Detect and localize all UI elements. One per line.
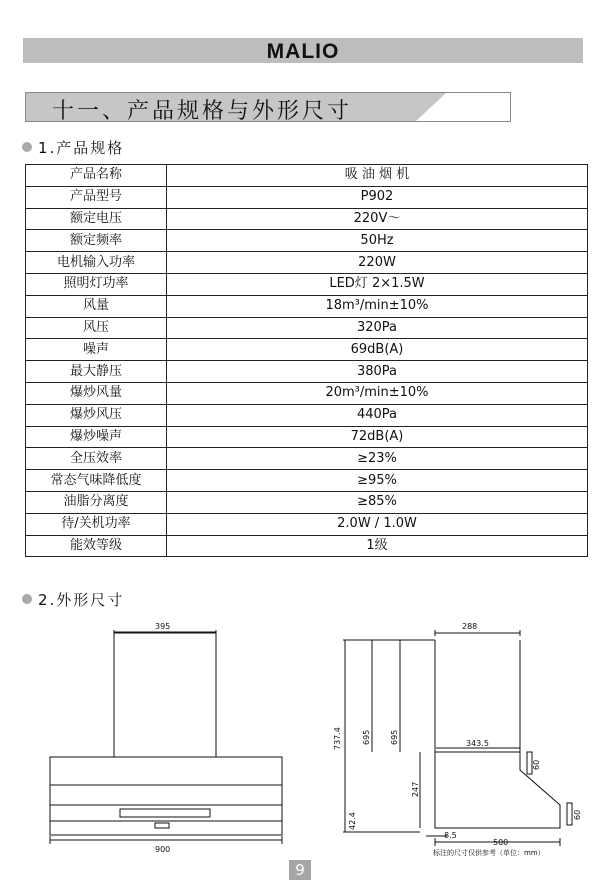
spec-value: 50Hz [167, 230, 588, 252]
spec-value: LED灯 2×1.5W [167, 273, 588, 295]
spec-key: 爆炒风量 [26, 382, 167, 404]
dim-side-lower: 247 [411, 781, 420, 797]
spec-value: ≥95% [167, 470, 588, 492]
spec-value: 220V～ [167, 208, 588, 230]
spec-value: 18m³/min±10% [167, 295, 588, 317]
dim-side-depth-upper: 343.5 [466, 739, 489, 748]
front-view-drawing [50, 630, 282, 844]
spec-key: 能效等级 [26, 535, 167, 557]
spec-value: 20m³/min±10% [167, 382, 588, 404]
dim-side-depth: 500 [493, 838, 509, 847]
spec-key: 噪声 [26, 339, 167, 361]
spec-value: 440Pa [167, 404, 588, 426]
spec-key: 照明灯功率 [26, 273, 167, 295]
spec-value: 1级 [167, 535, 588, 557]
dim-side-small-2: 60 [573, 809, 582, 820]
dim-side-total: 737.4 [333, 727, 342, 750]
spec-value: ≥23% [167, 448, 588, 470]
front-chimney [114, 632, 216, 757]
spec-value: 2.0W / 1.0W [167, 513, 588, 535]
spec-value: P902 [167, 186, 588, 208]
spec-key: 产品名称 [26, 165, 167, 187]
side-view-drawing [343, 630, 572, 846]
dim-side-b: 695 [390, 729, 399, 745]
spec-value: 320Pa [167, 317, 588, 339]
spec-key: 风压 [26, 317, 167, 339]
spec-key: 爆炒风压 [26, 404, 167, 426]
spec-value: 220W [167, 252, 588, 274]
dim-front-top: 395 [155, 622, 171, 631]
spec-key: 待/关机功率 [26, 513, 167, 535]
page-number: 9 [289, 860, 311, 880]
spec-key: 常态气味降低度 [26, 470, 167, 492]
dim-side-small: 60 [532, 759, 541, 770]
spec-key: 油脂分离度 [26, 491, 167, 513]
spec-key: 全压效率 [26, 448, 167, 470]
brand-logo: MALIO [266, 40, 340, 63]
spec-value: 69dB(A) [167, 339, 588, 361]
spec-key: 额定频率 [26, 230, 167, 252]
spec-key: 产品型号 [26, 186, 167, 208]
spec-value: 72dB(A) [167, 426, 588, 448]
spec-value: 380Pa [167, 361, 588, 383]
control-panel [120, 809, 210, 817]
dim-front-width: 900 [155, 845, 171, 854]
dim-note: 标注的尺寸仅供参考（单位：mm） [433, 849, 545, 857]
spec-key: 额定电压 [26, 208, 167, 230]
front-light [155, 823, 169, 828]
dim-side-top: 288 [462, 622, 478, 631]
spec-section-label: 1.产品规格 [38, 139, 125, 157]
spec-key: 爆炒噪声 [26, 426, 167, 448]
section-title: 十一、产品规格与外形尺寸 [52, 99, 353, 122]
spec-value: 吸 油 烟 机 [167, 165, 588, 187]
spec-value: ≥85% [167, 491, 588, 513]
side-bracket-2 [567, 803, 572, 825]
dim-side-base: 42.4 [348, 812, 357, 830]
dim-side-a: 695 [362, 729, 371, 745]
spec-key: 最大静压 [26, 361, 167, 383]
dim-section-label: 2.外形尺寸 [38, 591, 125, 609]
spec-key: 风量 [26, 295, 167, 317]
spec-key: 电机输入功率 [26, 252, 167, 274]
dim-side-offset: 8.5 [444, 831, 457, 840]
